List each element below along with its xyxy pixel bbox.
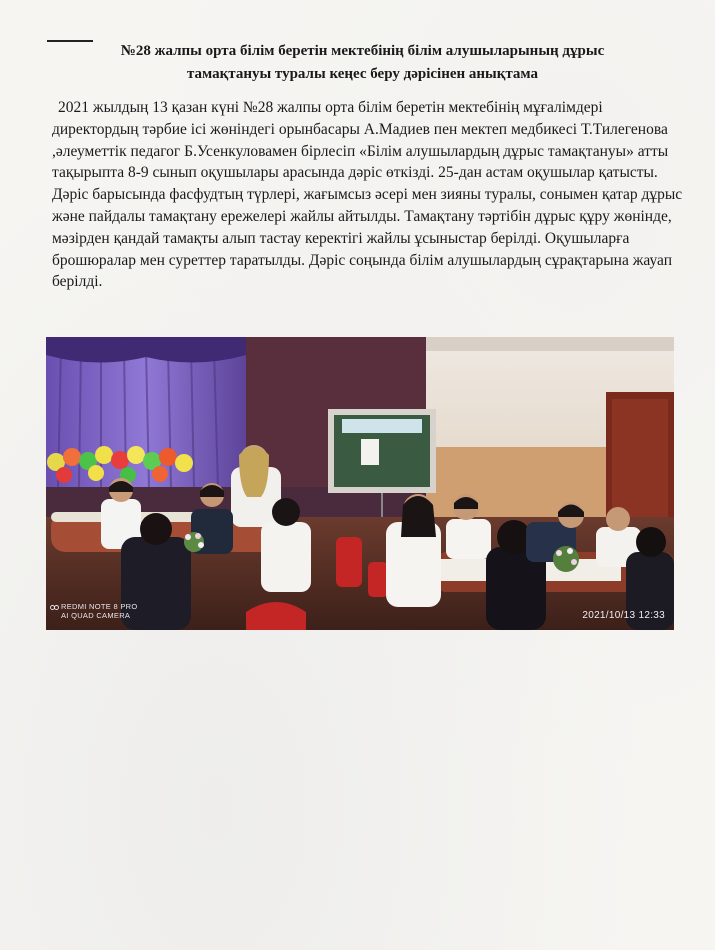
camera-watermark-line-2: AI QUAD CAMERA — [61, 611, 131, 620]
camera-watermark-line-1: REDMI NOTE 8 PRO — [61, 602, 138, 611]
camera-brand-icon — [50, 603, 59, 612]
title-line-1: №28 жалпы орта білім беретін мектебінің білім алушыларының дұрыс — [120, 43, 605, 59]
document-title — [40, 40, 685, 86]
title-line-2: тамақтануы туралы кеңес беру дәрісінен анықтама — [186, 66, 539, 82]
event-photo — [46, 337, 674, 630]
photo-timestamp: 2021/10/13 12:33 — [582, 610, 665, 621]
classroom-photo-illustration — [46, 337, 674, 630]
camera-watermark — [61, 602, 137, 620]
document-body: 2021 жылдың 13 қазан күні №28 жалпы орта білім беретін мектебінің мұғалімдері директордың тәрбие ісі жөніндегі орынбасары А.Мадиев пен мектеп медбикесі Т.Тилегенова ,әлеуметтік педагог Б.Усенкуловамен бірлесіп «Білім алушылардың дұрыс тамақтануы» атты тақырыпта 8-9 сынып оқушылары арасында дәріс өткізді. 25-дан астам оқушылар қатысты. Дәріс барысында фасфудтың түрлері, жағымсыз әсері мен зияны туралы, сонымен қатар дұрыс және пайдалы тамақтану ережелері жайлы айтылды. Тамақтану тәртібін дұрыс құру жөнінде, мәзірден қандай тамақты алып тастау керектігі жайлы ұсыныстар берілді. Оқушыларға брошюралар мен суреттер таратылды. Дәріс соңында білім алушылардың сұрақтарына жауап берілді. — [52, 99, 683, 291]
